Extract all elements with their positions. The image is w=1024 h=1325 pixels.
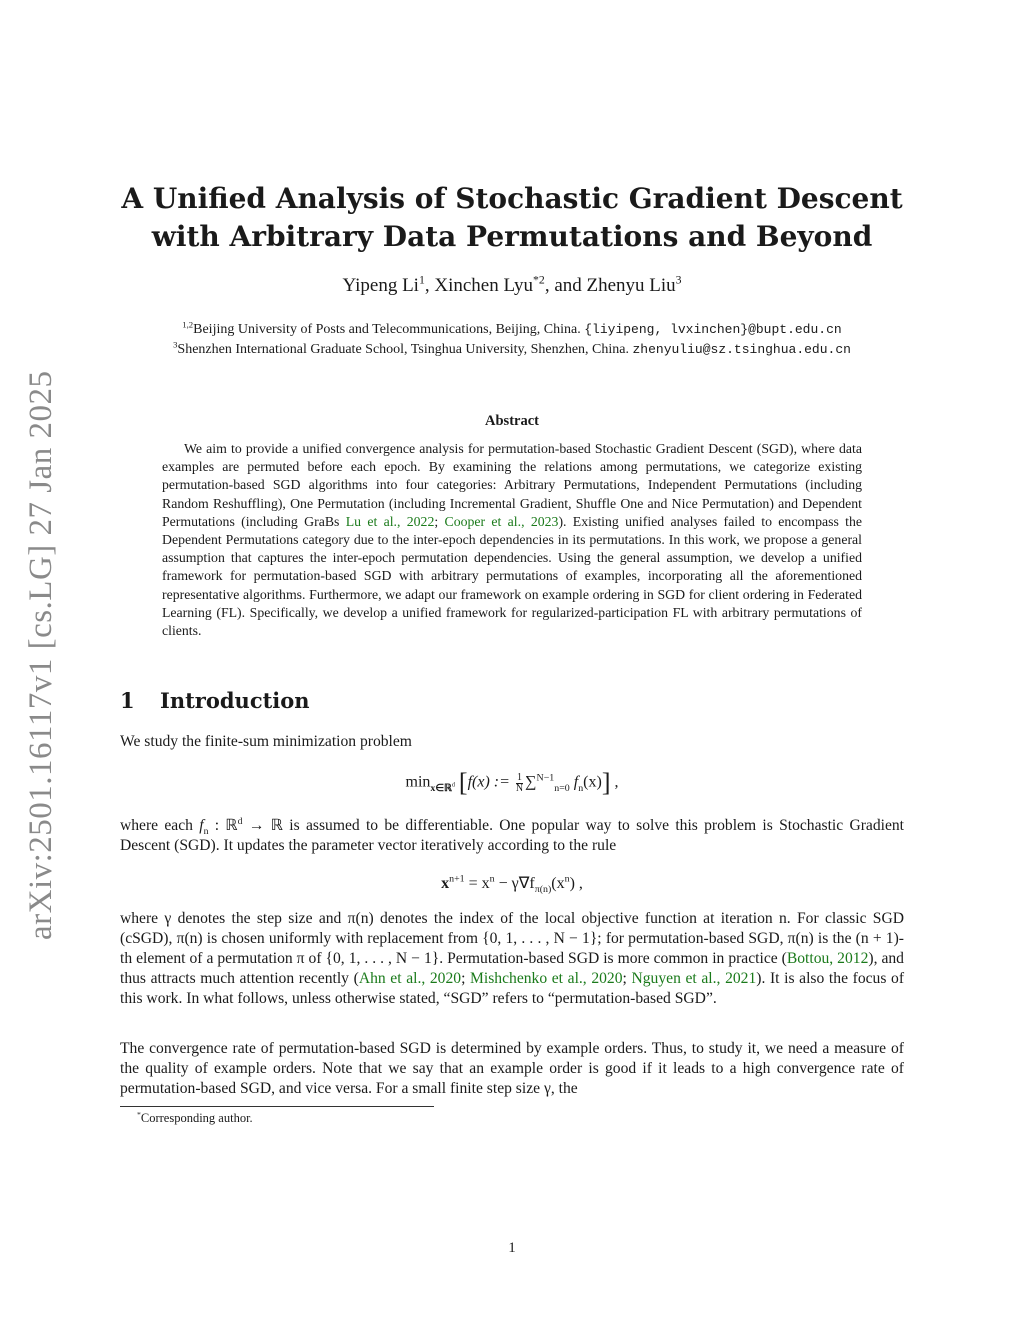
abstract-heading: Abstract [485,413,539,429]
eq2-arg: (x [551,875,565,892]
intro-paragraph-1: We study the finite-sum minimization problem [120,733,412,750]
footnote-mark: * [137,1109,141,1119]
citation-link[interactable]: Ahn et al., 2020 [358,970,462,987]
p2-fn: f [199,817,204,834]
author-1-affil-mark: 1 [418,273,425,287]
abstract-body [162,440,862,640]
affiliation-2-mark: 3 [173,339,178,350]
eq1-tail-2: (x) [583,773,602,791]
footnote [137,1111,253,1126]
equation-finite-sum: $\min_{x\in ℝ^d} [f(x)$ := $\frac{1}{N}$ ∑$^{N-1}_{n=0}$ $f_n(x)$] , [405,768,619,797]
eq2-arg-sup: n [564,873,570,885]
citation-link[interactable]: Mishchenko et al., 2020 [470,970,623,987]
affiliation-1-mark: 1,2 [182,319,194,330]
p3-text-a: where γ denotes the step size and π(n) denotes the index of the local objective function at iteration n. For classic SGD (cSGD), π(n) is chosen uniformly with replacement from {0, 1, . . . , N − 1}; for permutation-based SGD, π(n) is the (n + 1)-th element of a permutation π of {0, 1, . . . , N − 1}. Permutation-based SGD is more common in practice ( [120,910,904,967]
author-2: Xinchen Lyu [434,275,534,296]
arxiv-identifier-stamp: arXiv:2501.16117v1 [cs.LG] 27 Jan 2025 [23,370,59,940]
citation-link[interactable]: Cooper et al., 2023 [444,513,559,529]
eq1-sub-sup: d [451,782,455,789]
author-2-affil-mark: *2 [533,273,545,287]
affiliation-1-email[interactable]: {liyipeng, lvxinchen}@bupt.edu.cn [584,322,842,337]
eq1-body: f(x) := [467,773,514,791]
intro-paragraph-4: The convergence rate of permutation-based SGD is determined by example orders. Thus, to study it, we need a measure of the quality of example orders. Note that we say that an example order is good if it leads to a high convergence rate of permutation-based SGD, and vice versa. For a small finite step size γ, the [120,1040,904,1097]
p2-map: : ℝ [208,817,238,834]
eq1-tail: f [569,773,579,791]
intro-paragraph-3 [120,909,904,1009]
author-1: Yipeng Li [342,275,419,296]
title-line-1: A Unified Analysis of Stochastic Gradient Descent [121,182,903,215]
citation-link[interactable]: Lu et al., 2022 [345,513,435,529]
citation-link[interactable]: Nguyen et al., 2021 [631,970,757,987]
equation-sgd-update [120,873,904,896]
author-3: and Zhenyu Liu [554,275,676,296]
eq1-fraction [516,773,523,794]
eq1-frac-den: N [515,782,524,794]
author-list: Yipeng Li$^1$, Xinchen Lyu$^{*2}$, and Zhenyu Liu$^3$ [342,273,682,296]
page-number: 1 [508,1240,516,1256]
eq1-sum: ∑ [525,773,537,791]
p3-text-e: ). It is also the focus of this work. In what follows, unless otherwise stated, “SGD” refers to “permutation-based SGD”. [120,970,905,1007]
eq2-mid-sup: n [489,873,495,885]
abstract-separator: ; [434,513,445,529]
eq1-tail-sub: n [578,782,584,794]
eq2-mid: = x [464,875,490,892]
p2-text-b: → ℝ is assumed to be differentiable. One popular way to solve this problem is Stochastic Gradient Descent (SGD). It updates the parameter vector iteratively according to the rule [120,817,905,854]
eq1-sum-sup: N−1 [536,772,555,784]
section-heading-introduction [120,688,310,713]
title-line-2: with Arbitrary Data Permutations and Beyond [151,220,873,253]
affiliation-2-email[interactable]: zhenyuliu@sz.tsinghua.edu.cn [632,342,851,357]
citation-link[interactable]: Bottou, 2012 [786,950,869,967]
paper-title [0,180,1024,256]
author-3-affil-mark: 3 [675,273,682,287]
footnote-text: Corresponding author. [140,1111,253,1125]
affiliation-1-text: Beijing University of Posts and Telecommunications, Beijing, China. [193,322,581,337]
intro-paragraph-2 [120,816,904,856]
p2-text-a: where each [120,817,200,834]
eq1-close-bracket: ] [601,768,611,797]
abstract-text-2: ). Existing unified analyses failed to encompass the Dependent Permutations category due to the inter-epoch dependencies in its permutations. In this work, we propose a general assumption that captures the inter-epoch permutation dependencies. Using the general assumption, we develop a unified framework for permutation-based SGD with arbitrary permutations of examples, incorporating all the aforementioned representative algorithms. Furthermore, we adapt our framework on example ordering in SGD for client ordering in Federated Learning (FL). Specifically, we develop a unified framework for regularized-participation FL with arbitrary permutations of clients. [162,513,862,639]
p3-text-d: ; [622,970,632,987]
p2-map-sup: d [237,815,243,827]
eq2-rhs: − γ∇f [494,875,535,892]
section-number: 1 [120,688,135,713]
eq1-sub: x∈ℝ [430,782,452,794]
affiliation-2 [120,339,904,358]
eq2-rhs-sub: π(n) [534,884,552,896]
section-title: Introduction [160,688,310,713]
p3-text-b: ), and thus attracts much attention recently ( [120,950,904,987]
affiliation-1 [120,319,904,338]
eq2-lhs: x [441,875,450,892]
p2-fn-sub: n [203,826,209,838]
p3-text-c: ; [461,970,471,987]
eq1-sum-sub: n=0 [554,782,570,794]
affiliation-2-text: Shenzhen International Graduate School, Tsinghua University, Shenzhen, China. [177,342,629,357]
eq1-min: min [405,773,431,791]
abstract-text-1: We aim to provide a unified convergence analysis for permutation-based Stochastic Gradient Descent (SGD), where data examples are permuted before each epoch. By examining the relations among permutations, we categorize existing permutation-based SGD algorithms into four categories: Arbitrary Permutations, Independent Permutations (including Random Reshuffling), One Permutation (including Incremental Gradient, Shuffle One and Nice Permutation) and Dependent Permutations (including GraBs [162,441,862,529]
eq2-lhs-sup: n+1 [449,873,465,885]
footnote-divider [120,1106,434,1107]
eq2-end: ) , [569,875,583,892]
eq1-frac-num: 1 [517,771,523,783]
eq1-open-bracket: [ [458,768,468,797]
